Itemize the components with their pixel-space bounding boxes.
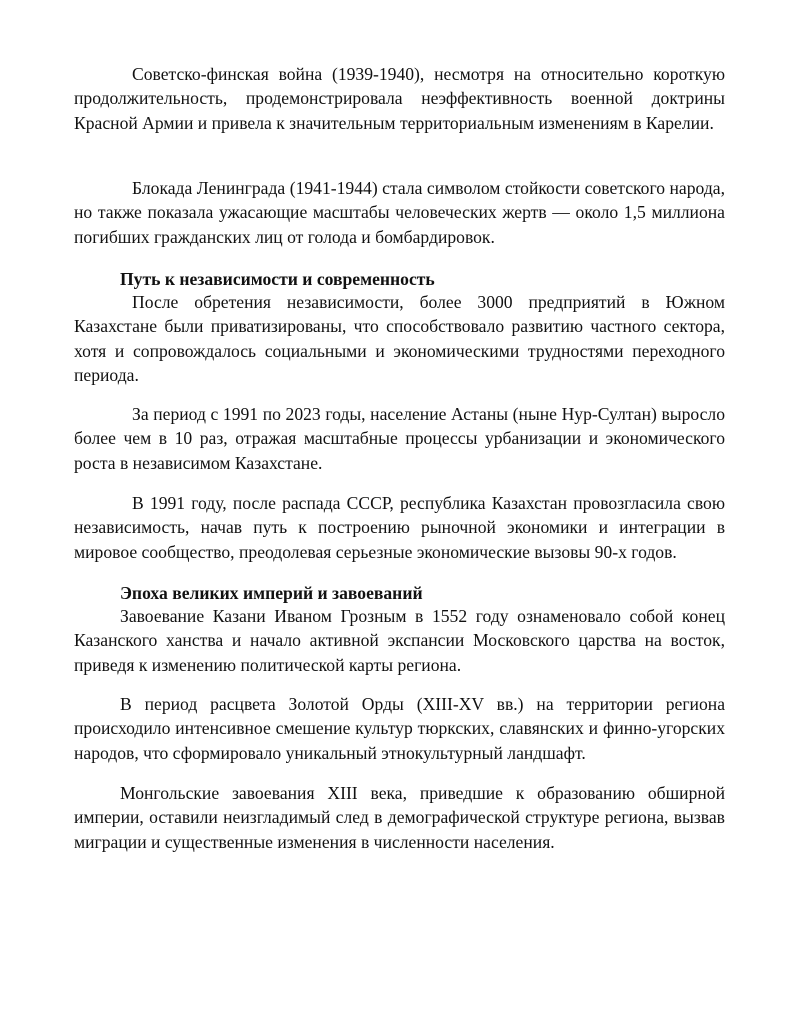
paragraph-text: В период расцвета Золотой Орды (XIII-XV вв.) на территории региона происходило интенсивное смешение культур тюркских, славянских и финно-угорских народов, что сформировало уникальный этнокультурный ландшафт. — [74, 694, 725, 763]
paragraph-astana-population — [74, 402, 725, 475]
section-empires-heading — [74, 581, 725, 605]
section-heading: Путь к независимости и современность — [120, 269, 435, 289]
paragraph-golden-horde — [74, 692, 725, 765]
paragraph-kazakhstan-independence — [74, 491, 725, 564]
paragraph-leningrad-blockade — [74, 176, 725, 249]
section-independence-heading — [74, 267, 725, 291]
paragraph-soviet-finnish-war — [74, 62, 725, 135]
paragraph-text: За период с 1991 по 2023 годы, население Астаны (ныне Нур-Султан) выросло более чем в 10 раз, отражая масштабные процессы урбанизации и экономического роста в независимом Казахстане. — [74, 404, 725, 473]
paragraph-text: В 1991 году, после распада СССР, республика Казахстан провозгласила свою независимость, начав путь к построению рыночной экономики и интеграции в мировое сообщество, преодолевая серьезные экономические вызовы 90-х годов. — [74, 493, 725, 562]
section-heading: Эпоха великих империй и завоеваний — [120, 583, 423, 603]
paragraph-text: Блокада Ленинграда (1941-1944) стала символом стойкости советского народа, но также показала ужасающие масштабы человеческих жертв — около 1,5 миллиона погибших гражданских лиц от голода и бомбардировок. — [74, 178, 725, 247]
paragraph-text: Советско-финская война (1939-1940), несмотря на относительно короткую продолжительность, продемонстрировала неэффективность военной доктрины Красной Армии и привела к значительным территориальным изменениям в Карелии. — [74, 64, 725, 133]
paragraph-text: Монгольские завоевания XIII века, приведшие к образованию обширной империи, оставили неизгладимый след в демографической структуре региона, вызвав миграции и существенные изменения в численности населения. — [74, 783, 725, 852]
paragraph-kazan-conquest — [74, 604, 725, 677]
paragraph-mongol-conquests — [74, 781, 725, 854]
paragraph-text: После обретения независимости, более 3000 предприятий в Южном Казахстане были приватизированы, что способствовало развитию частного сектора, хотя и сопровождалось социальными и экономическими трудностями переходного периода. — [74, 292, 725, 386]
paragraph-text: Завоевание Казани Иваном Грозным в 1552 году ознаменовало собой конец Казанского ханства и начало активной экспансии Московского царства на восток, приведя к изменению политической карты региона. — [74, 606, 725, 675]
paragraph-privatization — [74, 290, 725, 388]
